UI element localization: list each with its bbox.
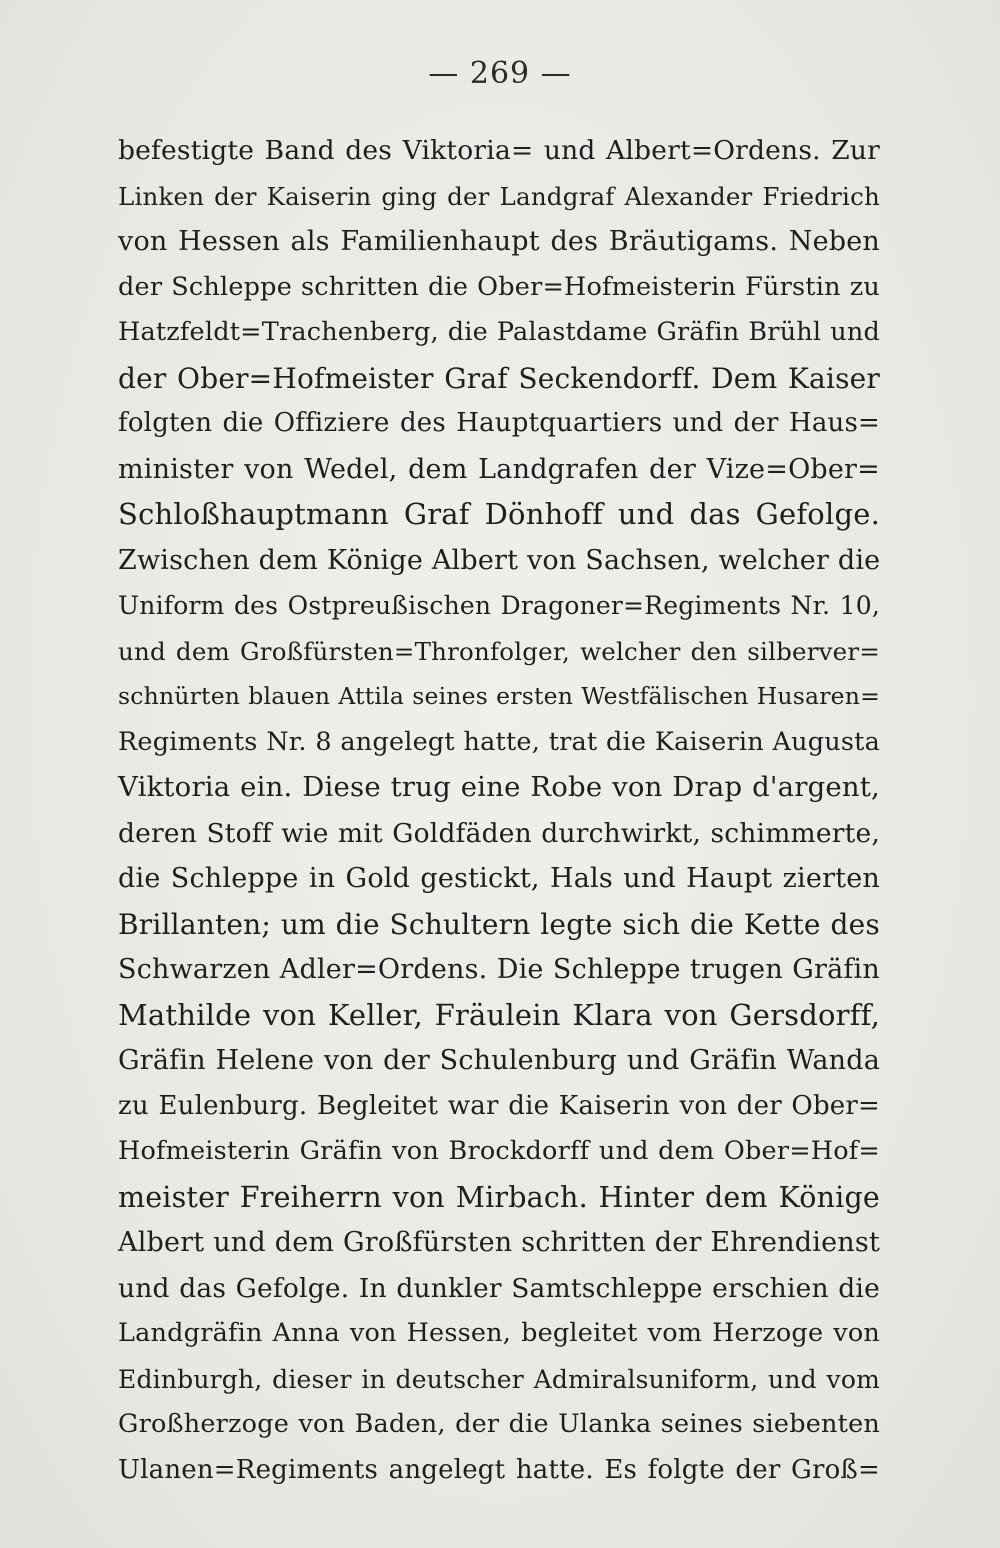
text-line: Ulanen=Regiments angelegt hatte. Es folgte der Groß= (118, 1454, 880, 1485)
text-line: Viktoria ein. Diese trug eine Robe von Drap d'argent, (118, 771, 880, 803)
text-line: Hofmeisterin Gräfin von Brockdorff und dem Ober=Hof= (118, 1136, 880, 1166)
text-line: und dem Großfürsten=Thronfolger, welcher den silberver= (118, 636, 880, 666)
text-line: Albert und dem Großfürsten schritten der Ehrendienst (118, 1227, 880, 1258)
text-line: Zwischen dem Könige Albert von Sachsen, welcher die (118, 544, 881, 576)
text-line: Edinburgh, dieser in deutscher Admiralsuniform, und vom (118, 1364, 880, 1394)
text-line: schnürten blauen Attila seines ersten Westfälischen Husaren= (118, 682, 880, 710)
body-text (118, 128, 880, 1493)
text-line: die Schleppe in Gold gestickt, Hals und Haupt zierten (118, 863, 880, 894)
text-line: Landgräfin Anna von Hessen, begleitet vom Herzoge von (118, 1318, 880, 1348)
text-line: minister von Wedel, dem Landgrafen der Vize=Ober= (118, 453, 880, 485)
text-line: Uniform des Ostpreußischen Dragoner=Regiments Nr. 10, (118, 591, 880, 620)
text-line: meister Freiherrn von Mirbach. Hinter dem Könige (118, 1180, 880, 1214)
text-line: der Ober=Hofmeister Graf Seckendorff. Dem Kaiser (118, 361, 880, 395)
text-line: folgten die Offiziere des Hauptquartiers und der Haus= (118, 408, 880, 438)
text-line: und das Gefolge. In dunkler Samtschleppe erschien die (118, 1272, 880, 1304)
text-line: der Schleppe schritten die Ober=Hofmeisterin Fürstin zu (118, 271, 880, 302)
text-line: Brillanten; um die Schultern legte sich die Kette des (118, 907, 880, 941)
text-line: zu Eulenburg. Begleitet war die Kaiserin von der Ober= (118, 1090, 880, 1121)
text-line: Hatzfeldt=Trachenberg, die Palastdame Gräfin Brühl und (118, 317, 880, 347)
text-line: befestigte Band des Viktoria= und Albert=Ordens. Zur (118, 135, 880, 166)
text-line: Großherzoge von Baden, der die Ulanka seines siebenten (118, 1409, 880, 1439)
text-line: Gräfin Helene von der Schulenburg und Gräfin Wanda (118, 1045, 880, 1076)
text-line: deren Stoff wie mit Goldfäden durchwirkt, schimmerte, (118, 817, 880, 849)
page-number: — 269 — (428, 56, 572, 91)
text-line: Schwarzen Adler=Ordens. Die Schleppe trugen Gräfin (118, 954, 880, 985)
text-line: Regiments Nr. 8 angelegt hatte, trat die Kaiserin Augusta (118, 726, 880, 757)
text-line: Mathilde von Keller, Fräulein Klara von Gersdorff, (118, 997, 880, 1032)
text-line: von Hessen als Familienhaupt des Bräutigams. Neben (118, 226, 880, 257)
text-line: Linken der Kaiserin ging der Landgraf Alexander Friedrich (118, 181, 880, 211)
text-line: Schloßhauptmann Graf Dönhoff und das Gefolge. (118, 497, 880, 531)
